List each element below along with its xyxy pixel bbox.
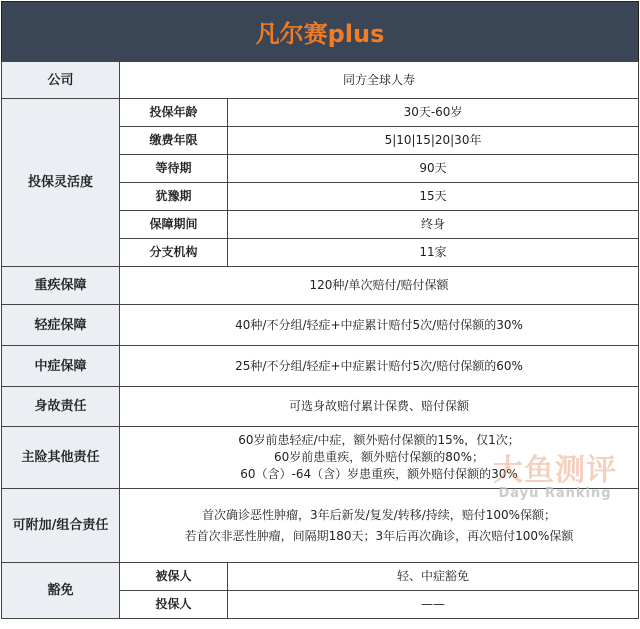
addon-benefits-line: 若首次非恶性肿瘤，间隔期180天；3年后再次确诊，再次赔付100%保额 <box>184 528 574 543</box>
company-value: 同方全球人寿 <box>120 62 639 99</box>
other-benefits-line: 60岁前患轻症/中症，额外赔付保额的15%，仅1次； <box>238 433 520 447</box>
critical-illness-label: 重疾保障 <box>2 267 120 305</box>
mild-illness-label: 轻症保障 <box>2 305 120 346</box>
table-row <box>2 62 639 99</box>
addon-benefits-line: 首次确诊恶性肿瘤，3年后新发/复发/转移/持续，赔付100%保额； <box>201 507 557 522</box>
payment-term-label: 缴费年限 <box>120 127 228 155</box>
table-row <box>2 387 639 427</box>
addon-benefits-label: 可附加/组合责任 <box>2 489 120 563</box>
other-benefits-value <box>120 427 639 489</box>
addon-benefits-value <box>120 486 639 563</box>
age-value: 30天-60岁 <box>228 99 639 127</box>
coverage-period-label: 保障期间 <box>120 211 228 239</box>
waiting-period-label: 等待期 <box>120 155 228 183</box>
watermark-chinese: 大鱼测评 <box>493 453 617 488</box>
other-benefits-line: 60（含）-64（含）岁患重疾，额外赔付保额的30% <box>240 467 518 481</box>
flexibility-label: 投保灵活度 <box>2 99 120 267</box>
company-label: 公司 <box>2 62 120 99</box>
table-row <box>2 305 639 346</box>
payment-term-value: 5|10|15|20|30年 <box>228 127 639 155</box>
table-row <box>2 563 639 591</box>
coverage-period-value: 终身 <box>228 211 639 239</box>
waiver-insured-value: 轻、中症豁免 <box>228 563 639 591</box>
mild-illness-value: 40种/不分组/轻症+中症累计赔付5次/赔付保额的30% <box>120 305 639 346</box>
critical-illness-value: 120种/单次赔付/赔付保额 <box>120 267 639 305</box>
age-label: 投保年龄 <box>120 99 228 127</box>
branches-label: 分支机构 <box>120 239 228 267</box>
insurance-comparison-table <box>1 61 639 619</box>
page-title: 凡尔赛plus <box>1 1 639 62</box>
other-benefits-label: 主险其他责任 <box>2 427 120 489</box>
waiver-policyholder-value: —— <box>228 591 639 619</box>
table-row <box>2 267 639 305</box>
waiver-insured-label: 被保人 <box>120 563 228 591</box>
death-benefit-label: 身故责任 <box>2 387 120 427</box>
waiting-period-value: 90天 <box>228 155 639 183</box>
waiver-policyholder-label: 投保人 <box>120 591 228 619</box>
moderate-illness-label: 中症保障 <box>2 346 120 387</box>
cooling-off-label: 犹豫期 <box>120 183 228 211</box>
moderate-illness-value: 25种/不分组/轻症+中症累计赔付5次/赔付保额的60% <box>120 346 639 387</box>
branches-value: 11家 <box>228 239 639 267</box>
death-benefit-value: 可选身故赔付累计保费、赔付保额 <box>120 387 639 427</box>
cooling-off-value: 15天 <box>228 183 639 211</box>
table-row <box>2 99 639 127</box>
waiver-label: 豁免 <box>2 563 120 619</box>
watermark-english: Dayu Ranking <box>498 486 612 501</box>
table-row <box>2 427 639 489</box>
table-row <box>2 346 639 387</box>
table-row <box>2 489 639 563</box>
other-benefits-line: 60岁前患重疾，额外赔付保额的80%； <box>274 450 484 464</box>
